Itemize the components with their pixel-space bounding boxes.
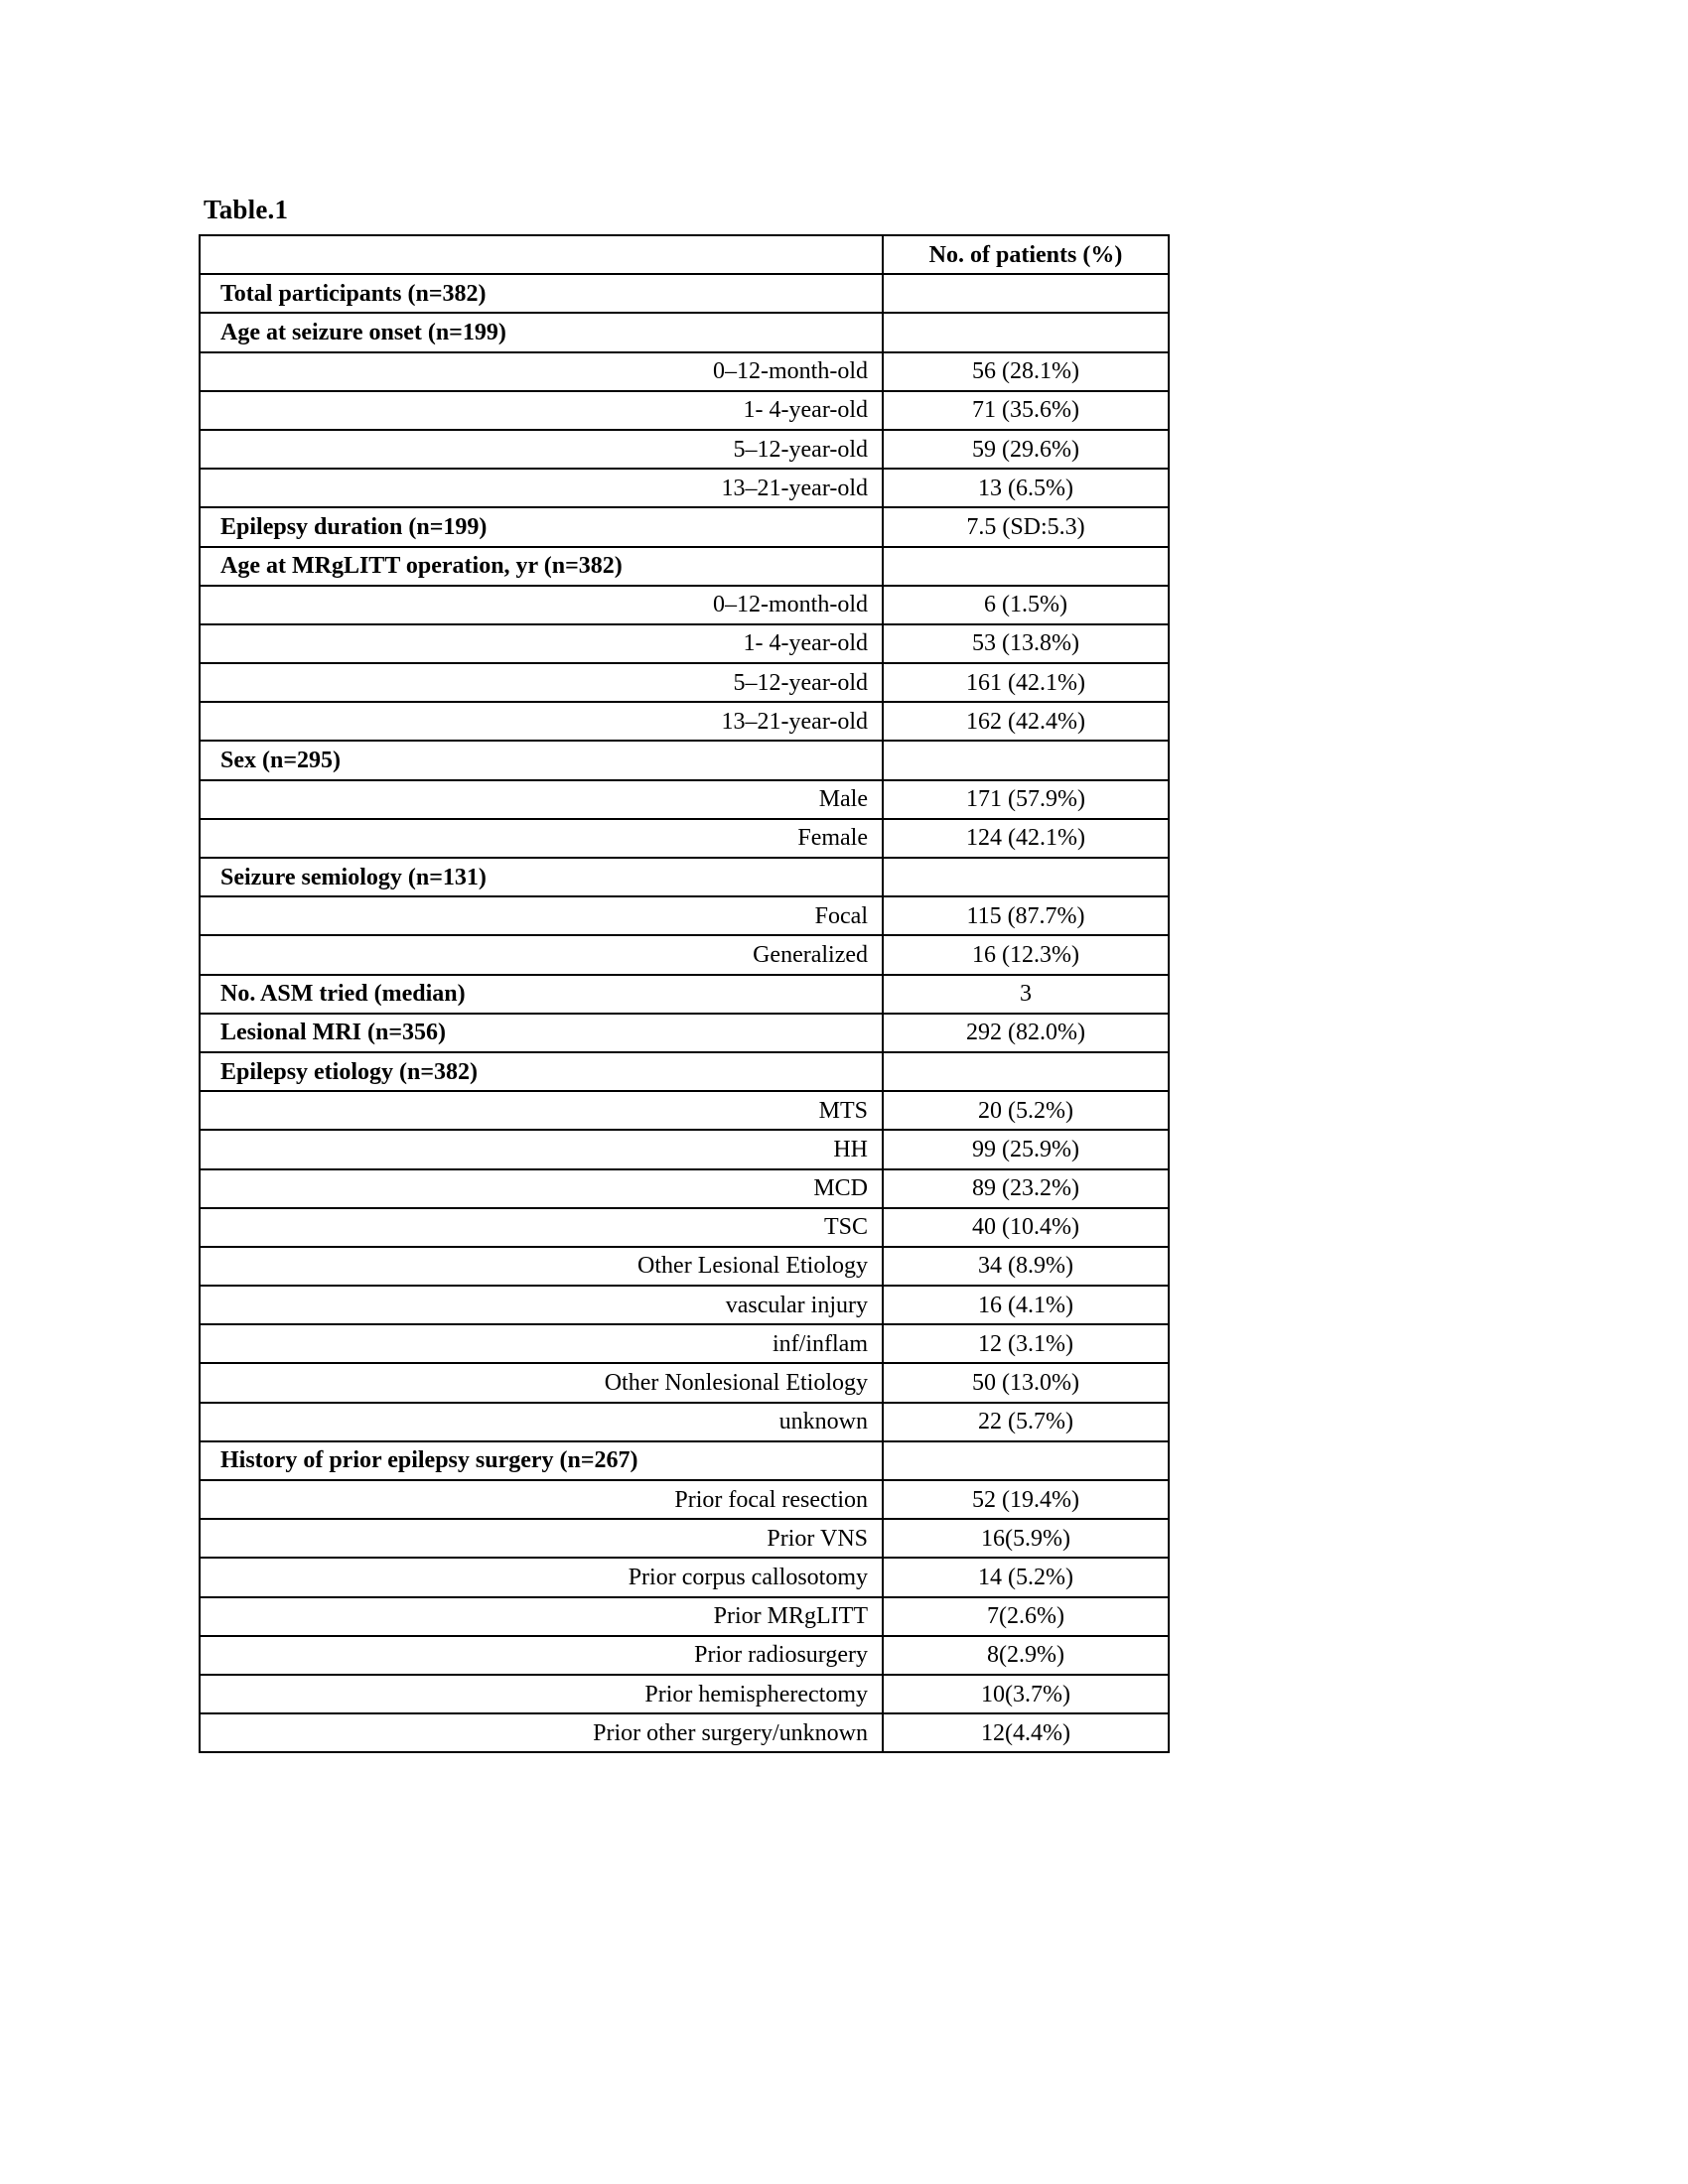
row-value-cell: 56 (28.1%) [883,352,1169,391]
row-value-cell: 13 (6.5%) [883,469,1169,507]
row-label-cell: 0–12-month-old [200,352,883,391]
row-value-cell [883,274,1169,313]
row-value-cell [883,547,1169,586]
row-label-cell: MCD [200,1169,883,1208]
table-row [200,469,1169,507]
row-value-cell [883,1441,1169,1480]
row-value-cell: 161 (42.1%) [883,663,1169,702]
row-label-cell: Age at seizure onset (n=199) [200,313,883,351]
row-value-cell [883,313,1169,351]
row-value-cell: 7.5 (SD:5.3) [883,507,1169,546]
row-label-cell: 13–21-year-old [200,469,883,507]
row-label-cell: TSC [200,1208,883,1247]
table-row [200,858,1169,896]
table-row [200,391,1169,430]
row-label-cell: 1- 4-year-old [200,391,883,430]
row-label-cell: MTS [200,1091,883,1130]
row-value-cell: 6 (1.5%) [883,586,1169,624]
row-label-cell: Focal [200,896,883,935]
table-row [200,1286,1169,1324]
row-value-cell [883,741,1169,779]
row-label-cell: Prior MRgLITT [200,1597,883,1636]
table-row [200,274,1169,313]
row-value-cell: 124 (42.1%) [883,819,1169,858]
table-row [200,1519,1169,1558]
patients-table [199,234,1170,1753]
row-value-cell: 171 (57.9%) [883,780,1169,819]
row-value-cell: 10(3.7%) [883,1675,1169,1713]
table-row [200,507,1169,546]
row-value-cell: 89 (23.2%) [883,1169,1169,1208]
row-label-cell: Prior VNS [200,1519,883,1558]
row-label-cell: Female [200,819,883,858]
table-row [200,1675,1169,1713]
table-row [200,819,1169,858]
row-value-cell: 14 (5.2%) [883,1558,1169,1596]
row-label-cell: Prior radiosurgery [200,1636,883,1675]
table-row [200,624,1169,663]
table-row [200,975,1169,1014]
table-body [200,274,1169,1752]
header-value-cell: No. of patients (%) [883,235,1169,274]
table-row [200,1052,1169,1091]
table-row [200,1441,1169,1480]
table-row [200,1713,1169,1752]
row-label-cell: 5–12-year-old [200,430,883,469]
row-value-cell: 292 (82.0%) [883,1014,1169,1052]
row-label-cell: Other Nonlesional Etiology [200,1363,883,1402]
row-label-cell: Prior other surgery/unknown [200,1713,883,1752]
row-value-cell: 162 (42.4%) [883,702,1169,741]
row-value-cell: 16 (4.1%) [883,1286,1169,1324]
row-value-cell: 40 (10.4%) [883,1208,1169,1247]
row-label-cell: Total participants (n=382) [200,274,883,313]
table-header-row [200,235,1169,274]
row-label-cell: No. ASM tried (median) [200,975,883,1014]
row-label-cell: Prior corpus callosotomy [200,1558,883,1596]
table-row [200,1324,1169,1363]
row-label-cell: unknown [200,1403,883,1441]
row-label-cell: HH [200,1130,883,1168]
row-value-cell: 12(4.4%) [883,1713,1169,1752]
table-row [200,1014,1169,1052]
table-row [200,741,1169,779]
table-row [200,702,1169,741]
header-label-cell [200,235,883,274]
row-label-cell: 1- 4-year-old [200,624,883,663]
row-label-cell: Sex (n=295) [200,741,883,779]
row-value-cell: 99 (25.9%) [883,1130,1169,1168]
table-row [200,1597,1169,1636]
row-label-cell: Other Lesional Etiology [200,1247,883,1286]
row-value-cell: 34 (8.9%) [883,1247,1169,1286]
row-value-cell: 16(5.9%) [883,1519,1169,1558]
row-label-cell: inf/inflam [200,1324,883,1363]
row-label-cell: 13–21-year-old [200,702,883,741]
row-label-cell: Lesional MRI (n=356) [200,1014,883,1052]
table-row [200,896,1169,935]
row-value-cell: 12 (3.1%) [883,1324,1169,1363]
table-row [200,1130,1169,1168]
row-label-cell: Prior hemispherectomy [200,1675,883,1713]
row-value-cell: 8(2.9%) [883,1636,1169,1675]
table-row [200,1247,1169,1286]
table-row [200,935,1169,974]
row-label-cell: Seizure semiology (n=131) [200,858,883,896]
table-row [200,1169,1169,1208]
row-label-cell: History of prior epilepsy surgery (n=267) [200,1441,883,1480]
table-row [200,1558,1169,1596]
row-value-cell: 53 (13.8%) [883,624,1169,663]
row-value-cell: 22 (5.7%) [883,1403,1169,1441]
row-label-cell: 5–12-year-old [200,663,883,702]
row-label-cell: Generalized [200,935,883,974]
row-value-cell: 16 (12.3%) [883,935,1169,974]
row-value-cell [883,1052,1169,1091]
row-value-cell: 20 (5.2%) [883,1091,1169,1130]
table-row [200,1091,1169,1130]
row-value-cell: 50 (13.0%) [883,1363,1169,1402]
table-row [200,1403,1169,1441]
row-value-cell: 71 (35.6%) [883,391,1169,430]
row-value-cell: 7(2.6%) [883,1597,1169,1636]
row-label-cell: 0–12-month-old [200,586,883,624]
table-caption: Table.1 [204,195,289,224]
table-row [200,586,1169,624]
table-row [200,1208,1169,1247]
row-value-cell: 3 [883,975,1169,1014]
table-row [200,430,1169,469]
row-label-cell: Epilepsy etiology (n=382) [200,1052,883,1091]
row-label-cell: Epilepsy duration (n=199) [200,507,883,546]
table-row [200,780,1169,819]
table-row [200,313,1169,351]
row-label-cell: Prior focal resection [200,1480,883,1519]
row-value-cell: 115 (87.7%) [883,896,1169,935]
table-row [200,352,1169,391]
row-label-cell: Male [200,780,883,819]
row-value-cell: 59 (29.6%) [883,430,1169,469]
table-row [200,1480,1169,1519]
table-row [200,1363,1169,1402]
row-label-cell: Age at MRgLITT operation, yr (n=382) [200,547,883,586]
table-row [200,663,1169,702]
row-label-cell: vascular injury [200,1286,883,1324]
row-value-cell [883,858,1169,896]
table-row [200,547,1169,586]
table-row [200,1636,1169,1675]
row-value-cell: 52 (19.4%) [883,1480,1169,1519]
